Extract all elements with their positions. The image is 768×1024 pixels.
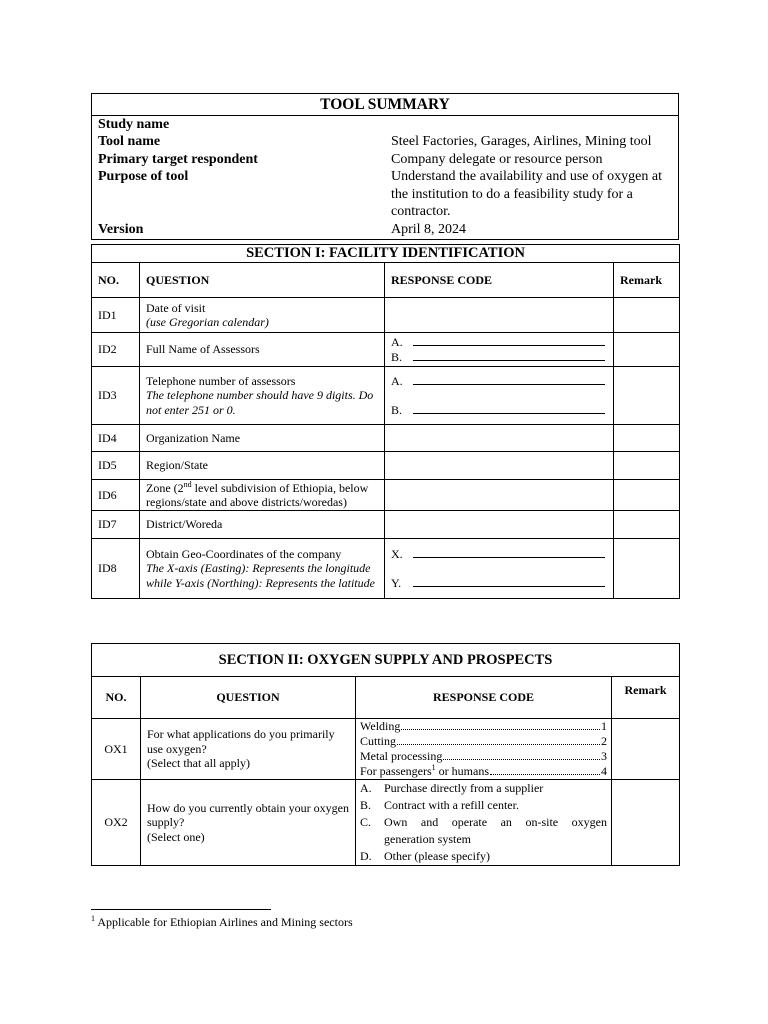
col-header-question: QUESTION (141, 677, 356, 719)
row-number: ID1 (92, 298, 140, 333)
option-key: D. (360, 849, 372, 863)
question-note: (Select one) (147, 829, 205, 844)
option-label: Cutting (360, 734, 397, 748)
remark-cell[interactable] (614, 511, 680, 539)
answer-line[interactable] (413, 403, 605, 414)
response-option[interactable] (360, 749, 607, 764)
question-note: The X-axis (Easting): Represents the longitude while Y-axis (Northing): Represents the latitude (146, 561, 375, 590)
question-cell (140, 539, 385, 599)
question-text: Obtain Geo-Coordinates of the company (146, 546, 342, 561)
row-number: ID3 (92, 367, 140, 425)
response-cell[interactable] (385, 333, 614, 367)
response-option[interactable] (360, 848, 607, 865)
summary-label: Study name (98, 116, 170, 132)
col-header-question: QUESTION (140, 263, 385, 298)
row-number: OX2 (92, 780, 141, 866)
option-code: 3 (601, 749, 607, 763)
question-text: Full Name of Assessors (140, 333, 385, 367)
option-label: Other (please specify) (384, 849, 490, 863)
response-cell[interactable] (385, 367, 614, 425)
question-cell (141, 780, 356, 866)
question-text: How do you currently obtain your oxygen supply? (147, 800, 349, 830)
response-option[interactable] (360, 780, 607, 797)
option-code: 2 (601, 734, 607, 748)
row-number: OX1 (92, 719, 141, 780)
remark-cell[interactable] (614, 452, 680, 480)
footnote-ref: 1 (431, 763, 436, 772)
tool-summary-title: TOOL SUMMARY (92, 94, 679, 116)
question-text: For what applications do you primarily use oxygen? (147, 727, 335, 756)
col-header-remark: Remark (614, 263, 680, 298)
option-key: C. (360, 815, 372, 829)
response-option[interactable] (360, 797, 607, 814)
summary-value: Understand the availability and use of oxygen at the institution to do a feasibility study for a contractor. (391, 169, 662, 219)
option-label: Purchase directly from a supplier (384, 781, 544, 795)
response-label: A. (391, 374, 403, 388)
question-cell (140, 367, 385, 425)
summary-label: Primary target respondent (98, 151, 258, 167)
option-label (360, 764, 489, 779)
question-text: Telephone number of assessors (146, 373, 296, 388)
remark-cell[interactable] (614, 425, 680, 452)
response-label: B. (391, 349, 403, 364)
response-option[interactable] (360, 719, 607, 734)
answer-line[interactable] (413, 547, 605, 558)
response-cell[interactable] (385, 511, 614, 539)
summary-value: April 8, 2024 (391, 221, 467, 237)
section-title: SECTION I: FACILITY IDENTIFICATION (92, 245, 680, 263)
option-label: Own and operate an on-site oxygen generation system (384, 815, 607, 846)
remark-cell[interactable] (614, 298, 680, 333)
remark-cell[interactable] (614, 480, 680, 511)
response-cell[interactable] (385, 452, 614, 480)
question-text-part: Zone (2 (146, 480, 184, 495)
row-number: ID5 (92, 452, 140, 480)
response-label: A. (391, 335, 403, 349)
response-cell[interactable] (356, 780, 612, 866)
option-code: 1 (601, 719, 607, 733)
tool-summary-table (91, 93, 679, 240)
summary-value (385, 115, 679, 133)
row-number: ID4 (92, 425, 140, 452)
row-number: ID6 (92, 480, 140, 511)
option-key: A. (360, 781, 372, 795)
question-text (140, 480, 385, 511)
answer-line[interactable] (413, 576, 605, 587)
summary-value: Company delegate or resource person (391, 151, 603, 167)
superscript: nd (183, 479, 192, 489)
option-code: 4 (601, 764, 607, 778)
question-text: Organization Name (140, 425, 385, 452)
summary-label: Tool name (98, 134, 161, 149)
answer-line[interactable] (413, 335, 605, 346)
response-cell[interactable] (385, 480, 614, 511)
remark-cell[interactable] (614, 539, 680, 599)
footnote-divider (91, 909, 271, 910)
question-cell (141, 719, 356, 780)
question-text: Date of visit (146, 300, 206, 315)
response-cell[interactable] (356, 719, 612, 780)
response-label: X. (391, 546, 403, 561)
col-header-remark: Remark (612, 677, 680, 719)
remark-cell[interactable] (612, 780, 680, 866)
col-header-response: RESPONSE CODE (385, 263, 614, 298)
response-label: B. (391, 402, 403, 417)
option-label-part: or humans (435, 764, 489, 778)
question-text: District/Woreda (140, 511, 385, 539)
facility-identification-table (91, 244, 680, 599)
response-label: Y. (391, 576, 402, 590)
question-text: Region/State (140, 452, 385, 480)
section-title: SECTION II: OXYGEN SUPPLY AND PROSPECTS (92, 644, 680, 677)
option-label-part: For passengers (360, 764, 432, 778)
question-cell (140, 298, 385, 333)
question-note: (use Gregorian calendar) (146, 315, 269, 329)
answer-line[interactable] (413, 350, 605, 361)
col-header-no: NO. (92, 263, 140, 298)
remark-cell[interactable] (614, 333, 680, 367)
response-cell[interactable] (385, 425, 614, 452)
remark-cell[interactable] (612, 719, 680, 780)
summary-value: Steel Factories, Garages, Airlines, Mining tool (391, 134, 652, 149)
response-option[interactable] (360, 764, 607, 779)
remark-cell[interactable] (614, 367, 680, 425)
option-key: B. (360, 798, 372, 812)
question-note: (Select that all apply) (147, 756, 250, 771)
col-header-response: RESPONSE CODE (356, 677, 612, 719)
option-label: Contract with a refill center. (384, 798, 519, 812)
response-option[interactable] (360, 814, 607, 848)
row-number: ID8 (92, 539, 140, 599)
footnote-text: Applicable for Ethiopian Airlines and Mining sectors (95, 915, 353, 929)
answer-line[interactable] (413, 374, 605, 385)
response-option[interactable] (360, 734, 607, 749)
footnote (91, 915, 353, 930)
response-cell[interactable] (385, 298, 614, 333)
response-cell[interactable] (385, 539, 614, 599)
col-header-no: NO. (92, 677, 141, 719)
oxygen-supply-table (91, 643, 680, 866)
option-label: Welding (360, 719, 401, 733)
footnote-mark: 1 (91, 914, 95, 923)
question-text-part: level subdivision of Ethiopia, below regions/state and above districts/woredas) (146, 480, 369, 509)
summary-label: Purpose of tool (98, 169, 189, 184)
question-note: The telephone number should have 9 digits. Do not enter 251 or 0. (146, 388, 374, 417)
summary-label: Version (98, 221, 144, 237)
option-label: Metal processing (360, 749, 443, 763)
row-number: ID2 (92, 333, 140, 367)
row-number: ID7 (92, 511, 140, 539)
